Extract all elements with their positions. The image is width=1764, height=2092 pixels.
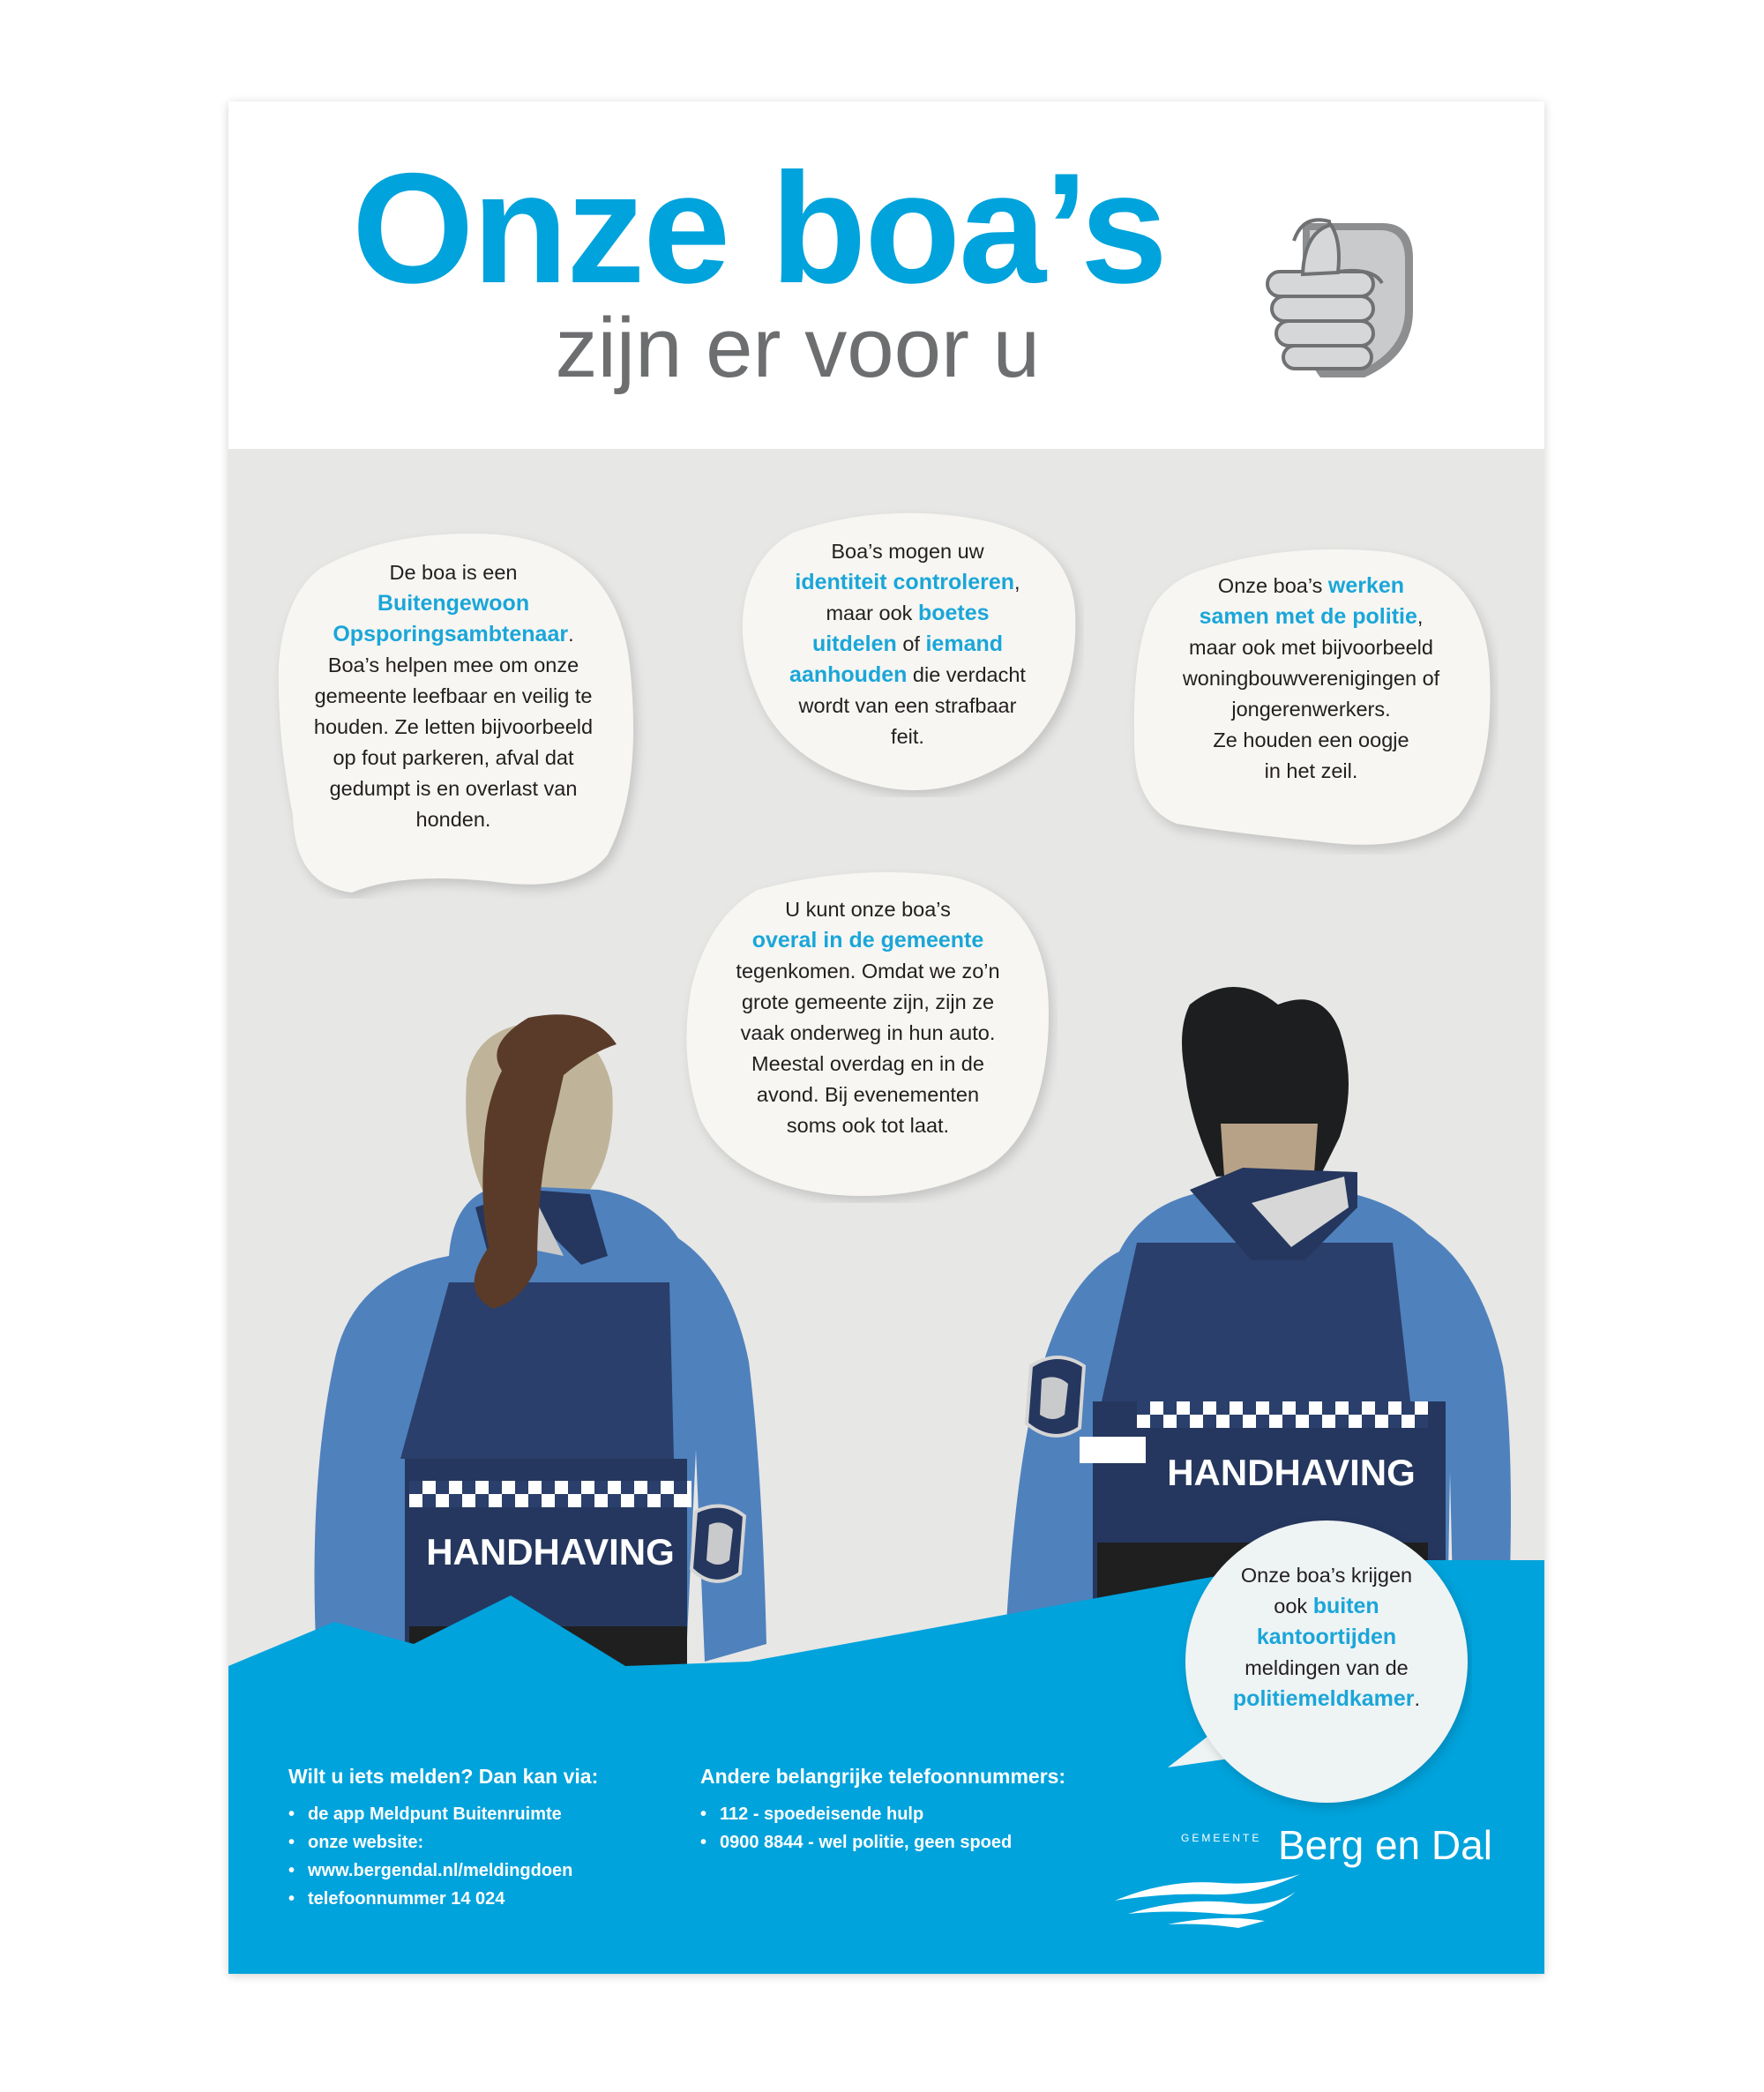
bubble-text: maar ook bbox=[826, 601, 918, 624]
uniform-label: HANDHAVING bbox=[1167, 1452, 1416, 1493]
list-item: • 112 - spoedeisende hulp bbox=[700, 1800, 1124, 1828]
bubble-text: of bbox=[896, 632, 926, 655]
bubble-text: honden. bbox=[415, 808, 491, 831]
bubble-text: Meestal overdag en in de bbox=[751, 1052, 984, 1075]
thumbs-up-shield-icon bbox=[1250, 205, 1426, 382]
bubble-text: avond. Bij evenementen bbox=[756, 1083, 980, 1106]
list-item: • de app Meldpunt Buitenruimte bbox=[288, 1800, 659, 1828]
bubble-text: Boa’s helpen mee om onze bbox=[327, 654, 579, 676]
bubble-text: op fout parkeren, afval dat bbox=[333, 746, 574, 769]
bubble-text: U kunt onze boa’s bbox=[785, 898, 951, 921]
bubble-text: ook bbox=[1274, 1595, 1313, 1618]
poster bbox=[228, 101, 1544, 1974]
poster-header bbox=[228, 101, 1544, 449]
highlight-text: overal in de gemeente bbox=[751, 928, 984, 953]
highlight-text: identiteit controleren bbox=[795, 570, 1015, 594]
bubble-text: wordt van een strafbaar bbox=[798, 694, 1017, 717]
list-item: • onze website: bbox=[288, 1828, 659, 1857]
report-list bbox=[288, 1800, 659, 1913]
bubble-text: gedumpt is en overlast van bbox=[329, 777, 578, 800]
bubble-text: , bbox=[1014, 571, 1020, 594]
highlight-text: Opsporingsambtenaar bbox=[333, 622, 569, 646]
phone-info bbox=[700, 1763, 1124, 1857]
bubble-text: woningbouwverenigingen of bbox=[1182, 667, 1440, 690]
bubble-text: De boa is een bbox=[389, 561, 518, 584]
bubble-text: die verdacht bbox=[907, 663, 1026, 686]
bubble-text: tegenkomen. Omdat we zo’n bbox=[736, 960, 1000, 982]
page-subtitle: zijn er voor u bbox=[555, 301, 1040, 395]
bubble-text: feit. bbox=[891, 725, 924, 748]
phones-list bbox=[700, 1800, 1124, 1857]
speech-bubble-cooperation bbox=[1146, 571, 1476, 787]
bubble-text: gemeente leefbaar en veilig te bbox=[314, 684, 593, 707]
highlight-text: boetes bbox=[917, 601, 990, 625]
list-item: • www.bergendal.nl/meldingdoen bbox=[288, 1857, 659, 1885]
report-title: Wilt u iets melden? Dan kan via: bbox=[288, 1765, 599, 1788]
highlight-text: uitdelen bbox=[811, 631, 897, 656]
illustration-area bbox=[228, 449, 1544, 1974]
bubble-text: Boa’s mogen uw bbox=[831, 540, 984, 563]
speech-bubble-boa-powers bbox=[758, 536, 1058, 752]
landscape-waves-icon bbox=[1115, 1861, 1309, 1931]
municipality-logo bbox=[1110, 1822, 1499, 1936]
bubble-text: Onze boa’s krijgen bbox=[1240, 1564, 1413, 1587]
speech-bubble-after-hours bbox=[1185, 1560, 1468, 1715]
bubble-text: vaak onderweg in hun auto. bbox=[740, 1021, 996, 1044]
highlight-text: werken bbox=[1327, 573, 1405, 598]
highlight-text: samen met de politie bbox=[1199, 604, 1417, 629]
bubble-text: , bbox=[1416, 605, 1424, 628]
report-info bbox=[288, 1763, 659, 1913]
brand-prefix: GEMEENTE bbox=[1181, 1832, 1262, 1844]
bubble-text: in het zeil. bbox=[1264, 759, 1358, 782]
bubble-text: Ze houden een oogje bbox=[1213, 728, 1409, 751]
bubble-text: . bbox=[568, 623, 574, 646]
bubble-text: Onze boa’s bbox=[1217, 574, 1328, 597]
page-title: Onze boa’s bbox=[352, 140, 1166, 316]
highlight-text: Buitengewoon bbox=[377, 591, 530, 616]
highlight-text: iemand bbox=[925, 631, 1004, 656]
highlight-text: buiten bbox=[1312, 1594, 1379, 1618]
speech-bubble-boa-definition bbox=[290, 557, 617, 835]
highlight-text: aanhouden bbox=[789, 662, 908, 687]
phones-title: Andere belangrijke telefoonnummers: bbox=[700, 1765, 1066, 1788]
highlight-text: politiemeldkamer bbox=[1232, 1686, 1415, 1711]
bubble-text: . bbox=[1414, 1687, 1421, 1710]
bubble-text: jongerenwerkers. bbox=[1231, 698, 1391, 721]
bubble-text: soms ook tot laat. bbox=[786, 1114, 950, 1137]
bubble-text: houden. Ze letten bijvoorbeeld bbox=[313, 715, 594, 738]
list-item: • telefoonnummer 14 024 bbox=[288, 1885, 659, 1913]
list-item: • 0900 8844 - wel politie, geen spoed bbox=[700, 1828, 1124, 1857]
bubble-text: grote gemeente zijn, zijn ze bbox=[741, 990, 995, 1013]
highlight-text: kantoortijden bbox=[1256, 1625, 1397, 1649]
brand-name: Berg en Dal bbox=[1278, 1822, 1492, 1868]
uniform-label: HANDHAVING bbox=[426, 1531, 675, 1573]
bubble-text: meldingen van de bbox=[1245, 1656, 1409, 1679]
bubble-text: maar ook met bijvoorbeeld bbox=[1189, 636, 1433, 659]
